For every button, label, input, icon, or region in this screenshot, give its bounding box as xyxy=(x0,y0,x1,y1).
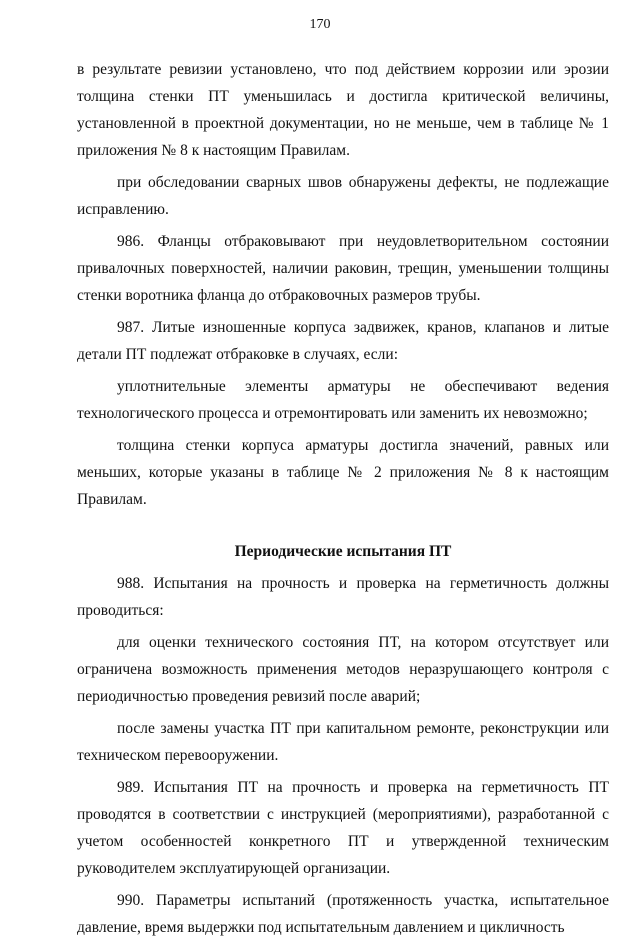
paragraph-weld-defects: при обследовании сварных швов обнаружены дефекты, не подлежащие исправлению. xyxy=(77,174,609,218)
paragraph-wall-thickness: толщина стенки корпуса арматуры достигла значений, равных или меньших, которые указаны в таблице № 2 приложения № 8 к настоящим Правилам. xyxy=(77,437,609,508)
paragraph-990: 990. Параметры испытаний (протяженность участка, испытательное давление, время выдержки под испытательным давлением и цикличность xyxy=(77,892,609,936)
paragraph-989: 989. Испытания ПТ на прочность и проверка на герметичность ПТ проводятся в соответствии с инструкцией (мероприятиями), разработанной с учетом особенностей конкретного ПТ и утвержденной техническим руководителем эксплуатирующей организации. xyxy=(77,779,609,877)
paragraph-987: 987. Литые изношенные корпуса задвижек, кранов, клапанов и литые детали ПТ подлежат отбраковке в случаях, если: xyxy=(77,319,609,363)
paragraph-986: 986. Фланцы отбраковывают при неудовлетворительном состоянии привалочных поверхностей, наличии раковин, трещин, уменьшении толщины стенки воротника фланца до отбраковочных размеров трубы. xyxy=(77,233,609,304)
paragraph-sealing-elements: уплотнительные элементы арматуры не обеспечивают ведения технологического процесса и отремонтировать или заменить их невозможно; xyxy=(77,378,609,422)
document-body xyxy=(77,56,609,946)
section-heading: Периодические испытания ПТ xyxy=(234,543,452,560)
paragraph-technical-state: для оценки технического состояния ПТ, на котором отсутствует или ограничена возможность применения методов неразрушающего контроля с периодичностью проведения ревизий после аварий; xyxy=(77,634,609,705)
paragraph-988: 988. Испытания на прочность и проверка на герметичность должны проводиться: xyxy=(77,575,609,619)
page-number: 170 xyxy=(309,17,331,32)
paragraph-revision-result: в результате ревизии установлено, что под действием коррозии или эрозии толщина стенки ПТ уменьшилась и достигла критической величины, установленной в проектной документации, но не меньше, чем в таблице № 1 приложения № 8 к настоящим Правилам. xyxy=(77,61,609,159)
paragraph-after-replacement: после замены участка ПТ при капитальном ремонте, реконструкции или техническом перевооружении. xyxy=(77,720,609,764)
